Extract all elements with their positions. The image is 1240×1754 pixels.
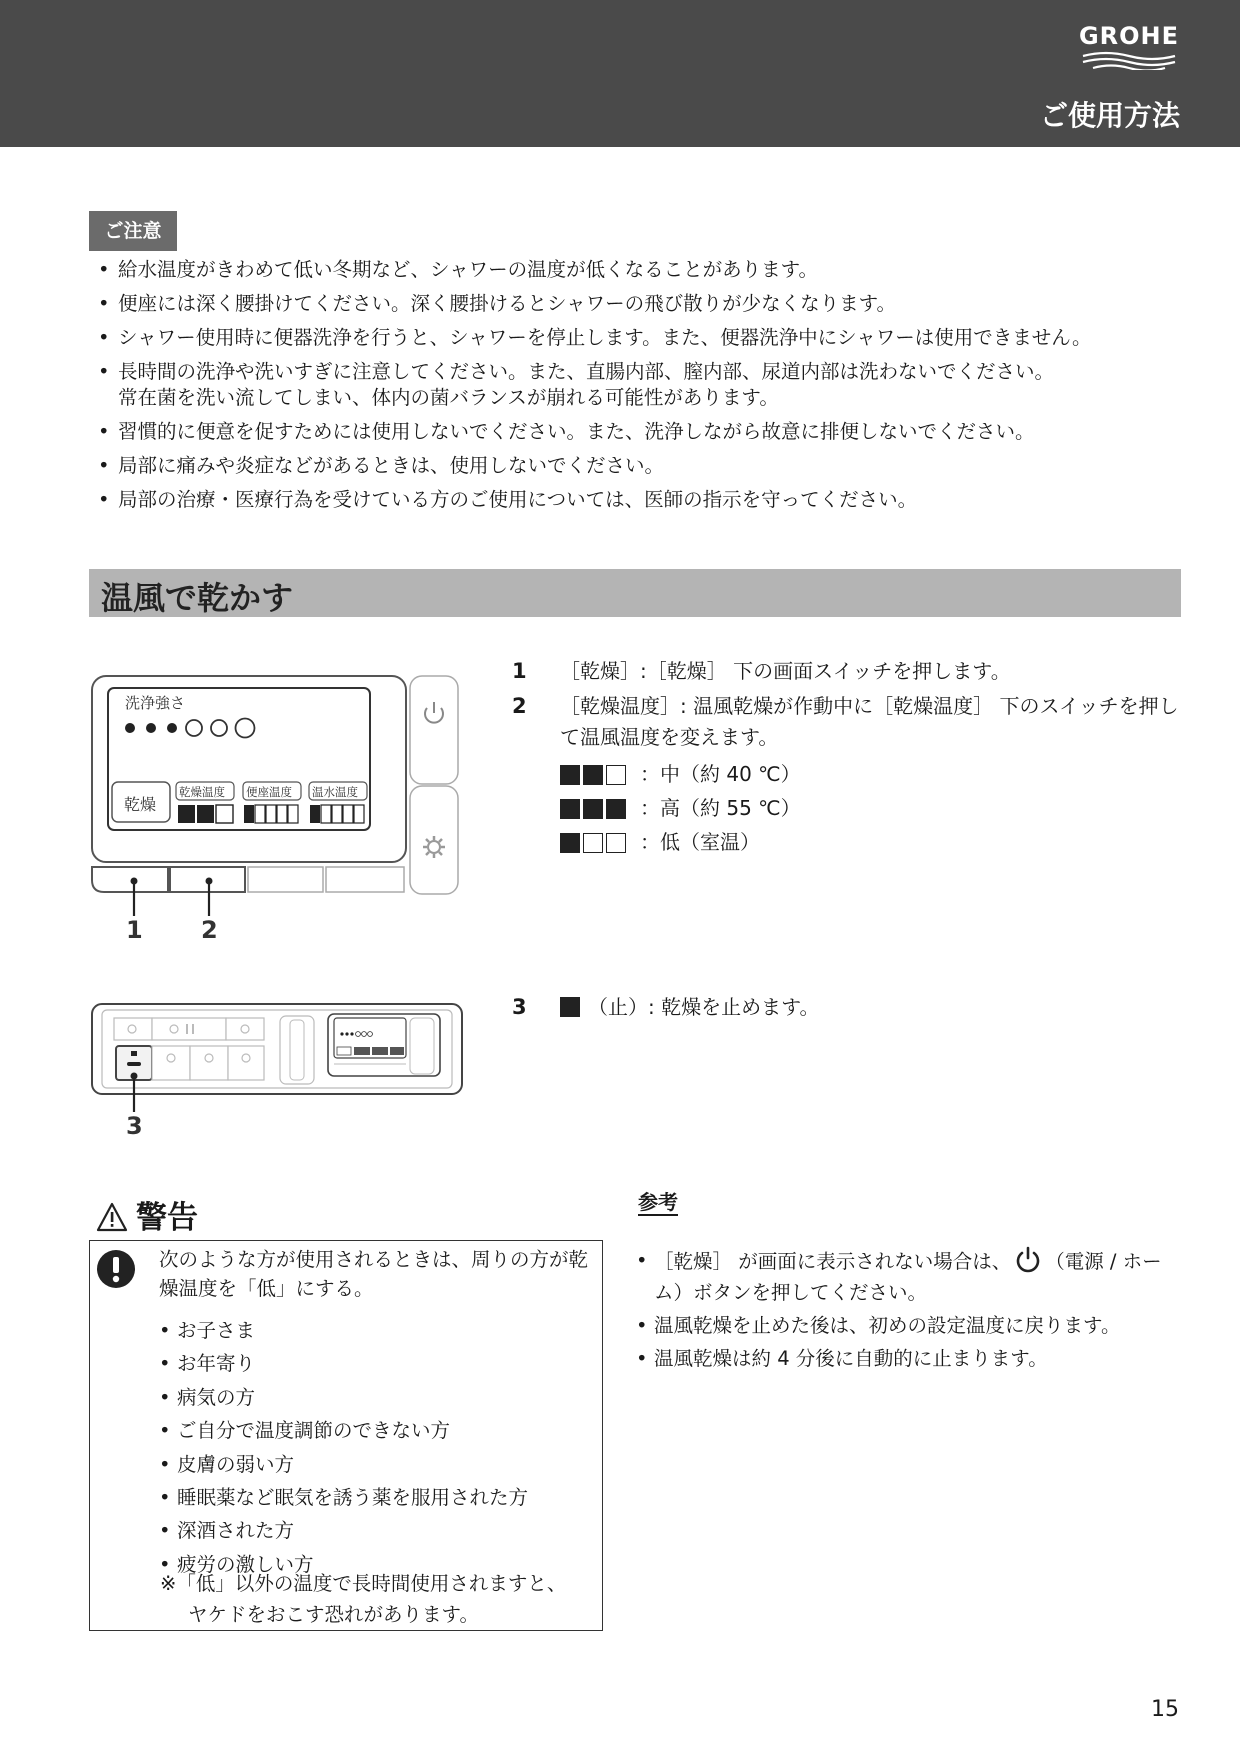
power-icon — [1014, 1245, 1042, 1273]
warning-list — [159, 1314, 528, 1581]
wave-icon — [1079, 50, 1179, 70]
page-header — [0, 0, 1240, 147]
screen-strength-label: 洗浄強さ — [125, 694, 186, 712]
list-item — [636, 1245, 1176, 1308]
level-label: ：高（約 55 ℃） — [640, 796, 801, 820]
list-item: • 給水温度がきわめて低い冬期など、シャワーの温度が低くなることがあります。 — [98, 257, 1178, 283]
step-1 — [512, 656, 1192, 687]
warning-note — [160, 1568, 600, 1630]
remote-diagram — [90, 672, 470, 952]
brand-name: GROHE — [1078, 22, 1180, 50]
step-2 — [512, 691, 1192, 753]
caution-list — [98, 257, 1178, 521]
screen-tab-water-temp: 温水温度 — [312, 785, 358, 799]
step-number: 1 — [512, 659, 527, 683]
panel-diagram — [90, 998, 470, 1144]
brand-logo — [1076, 22, 1182, 70]
warning-intro: 次のような方が使用されるときは、周りの方が乾燥温度を「低」にする。 — [159, 1248, 589, 1300]
warning-title: 警告 — [136, 1200, 198, 1236]
page-number: 15 — [1151, 1697, 1179, 1722]
section-title: 温風で乾かす — [101, 579, 294, 617]
warning-note-line2: ヤケドをおこす恐れがあります。 — [188, 1603, 479, 1626]
list-item: • 局部の治療・医療行為を受けている方のご使用については、医師の指示を守ってください。 — [98, 487, 1178, 513]
screen-dry-button: 乾燥 — [124, 795, 157, 814]
step-text: （止）: 乾燥を止めます。 — [588, 995, 820, 1019]
list-item: • 睡眠薬など眠気を誘う薬を服用された方 — [159, 1481, 528, 1514]
level-label: ：低（室温） — [640, 830, 760, 854]
list-item: • お年寄り — [159, 1347, 528, 1380]
stop-icon — [560, 997, 580, 1017]
level-medium — [512, 757, 1192, 791]
caution-tag: ご注意 — [89, 211, 177, 251]
list-item: • お子さま — [159, 1314, 528, 1347]
page-title: ご使用方法 — [1039, 99, 1180, 132]
warning-note-line1: ※「低」以外の温度で長時間使用されますと、 — [160, 1572, 567, 1595]
warning-heading — [96, 1192, 198, 1237]
steps — [512, 656, 1192, 859]
reference-text: ［乾燥］ が画面に表示されない場合は、 — [654, 1250, 1012, 1273]
list-item: • 温風乾燥を止めた後は、初めの設定温度に戻ります。 — [636, 1310, 1176, 1341]
step-number: 2 — [512, 694, 527, 718]
callout-2: 2 — [201, 916, 218, 944]
screen-tab-dry-temp: 乾燥温度 — [179, 785, 225, 799]
level-high — [512, 791, 1192, 825]
panel-illustration — [90, 998, 470, 1144]
step-body — [560, 992, 820, 1023]
list-item: • 習慣的に便意を促すためには使用しないでください。また、洗浄しながら故意に排便しないでください。 — [98, 419, 1178, 445]
level-low — [512, 825, 1192, 859]
list-item: • 便座には深く腰掛けてください。深く腰掛けるとシャワーの飛び散りが少なくなります。 — [98, 291, 1178, 317]
callout-1: 1 — [126, 916, 143, 944]
step-text: ［乾燥］:［乾燥］ 下の画面スイッチを押します。 — [560, 659, 1011, 683]
list-item: • ご自分で温度調節のできない方 — [159, 1414, 528, 1447]
reference-list — [636, 1245, 1176, 1376]
exclamation-icon — [96, 1249, 136, 1289]
reference-text: （電源 / ホーム）ボタンを押してください。 — [654, 1250, 1162, 1304]
level-label: ：中（約 40 ℃） — [640, 762, 801, 786]
level-indicator — [560, 833, 629, 867]
step-number: 3 — [512, 995, 527, 1019]
list-item: • 疲労の激しい方 — [159, 1548, 528, 1581]
screen-tab-seat-temp: 便座温度 — [246, 785, 292, 799]
list-item: • 長時間の洗浄や洗いすぎに注意してください。また、直腸内部、膣内部、尿道内部は洗わないでください。 常在菌を洗い流してしまい、体内の菌バランスが崩れる可能性があります。 — [98, 359, 1178, 411]
section-header — [89, 569, 1181, 617]
list-item: • シャワー使用時に便器洗浄を行うと、シャワーを停止します。また、便器洗浄中にシャワーは使用できません。 — [98, 325, 1178, 351]
list-item: • 深酒された方 — [159, 1514, 528, 1547]
list-item: • 温風乾燥は約 4 分後に自動的に止まります。 — [636, 1343, 1176, 1374]
warning-triangle-icon — [96, 1202, 128, 1232]
reference-title: 参考 — [638, 1190, 678, 1214]
warning-box — [89, 1240, 603, 1631]
callout-3: 3 — [126, 1112, 143, 1140]
step-text: ［乾燥温度］: 温風乾燥が作動中に［乾燥温度］ 下のスイッチを押して温風温度を変えます。 — [560, 694, 1179, 749]
list-item: • 局部に痛みや炎症などがあるときは、使用しないでください。 — [98, 453, 1178, 479]
list-item: • 皮膚の弱い方 — [159, 1448, 528, 1481]
list-item: • 病気の方 — [159, 1381, 528, 1414]
